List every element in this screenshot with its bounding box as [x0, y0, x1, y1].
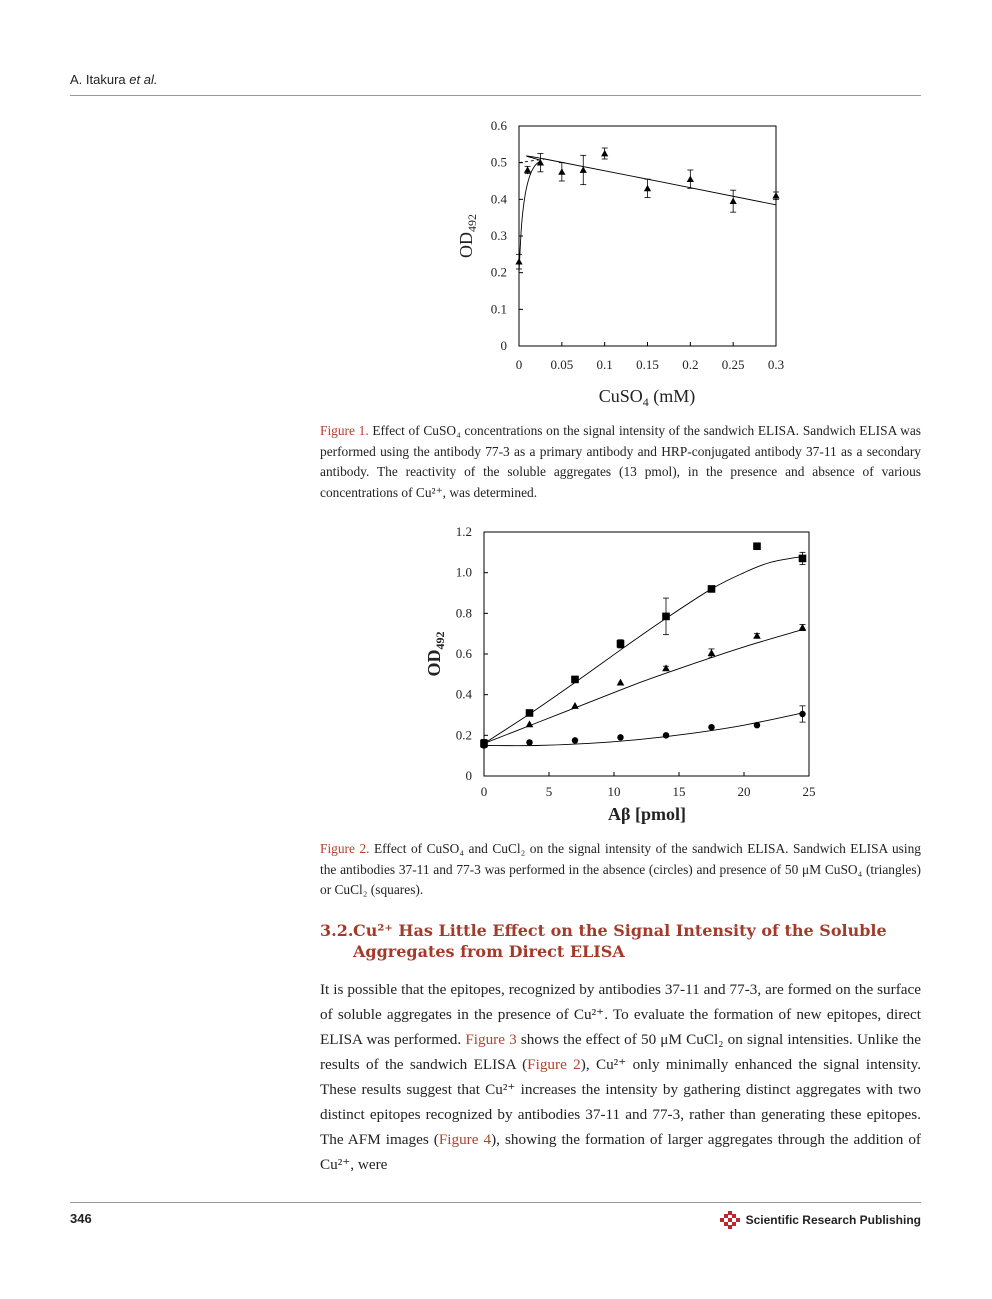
x-axis-label — [599, 386, 696, 409]
data-point-circle — [526, 739, 532, 745]
x-axis-label: Aβ [pmol] — [608, 804, 686, 824]
figure-2-chart — [420, 520, 840, 830]
x-tick-label: 10 — [607, 784, 621, 799]
data-point-circle — [663, 732, 669, 738]
running-head — [70, 72, 157, 87]
y-tick-label: 0.6 — [490, 118, 507, 133]
data-point-triangle — [601, 150, 608, 156]
y-axis-label-sub: 492 — [433, 631, 447, 650]
y-tick-label: 1.0 — [455, 564, 472, 580]
y-tick-label: 1.2 — [455, 524, 472, 539]
data-point-triangle — [617, 679, 625, 686]
y-tick-label: 0.8 — [455, 605, 472, 621]
x-tick-label: 0.15 — [636, 357, 659, 372]
data-point-triangle — [558, 168, 565, 174]
section-title-line2: Aggregates from Direct ELISA — [353, 942, 625, 961]
data-point-triangle — [772, 192, 779, 198]
x-axis-label-unit: (mM) — [648, 386, 696, 406]
figure-1-caption-text: Effect of CuSO₄ concentrations on the signal intensity of the sandwich ELISA. Sandwich ELISA was performed using the antibody 77-3 as a primary antibody and HRP-conjugated antibody 37-11 as a secondary antibody. The reactivity of the soluble aggregates (13 pmol), in the presence and absence of various concentrations of Cu²⁺, was determined. — [320, 423, 921, 500]
author-names: A. Itakura — [70, 72, 126, 87]
x-tick-label: 0.2 — [682, 357, 699, 372]
plot-frame — [484, 532, 809, 776]
section-number: 3.2. — [320, 921, 354, 940]
header-rule — [70, 95, 921, 96]
figure-1-label[interactable]: Figure 1. — [320, 423, 369, 438]
x-tick-label: 0 — [515, 357, 523, 372]
y-tick-label: 0.6 — [455, 646, 472, 661]
footer-rule — [70, 1202, 921, 1203]
fit-curve — [519, 156, 776, 273]
y-tick-label: 0.2 — [455, 727, 472, 743]
x-tick-label: 0.3 — [767, 357, 785, 372]
data-point-square — [526, 709, 534, 717]
data-point-triangle — [708, 649, 716, 656]
y-tick-label: 0.4 — [455, 686, 472, 702]
figure-1-chart — [440, 112, 800, 412]
x-tick-label: 15 — [672, 784, 686, 799]
data-point-square — [799, 555, 807, 563]
x-tick-label: 20 — [737, 784, 751, 799]
y-tick-label: 0.5 — [490, 154, 507, 170]
y-axis-label-main: OD — [424, 649, 444, 677]
x-axis-label-main: CuSO — [598, 386, 643, 406]
x-tick-label: 5 — [545, 784, 553, 799]
y-tick-label: 0.2 — [490, 264, 507, 280]
section-heading — [320, 920, 921, 962]
figure-4-link[interactable]: Figure 4 — [438, 1131, 492, 1148]
y-axis-label — [424, 632, 447, 677]
figure-2-link[interactable]: Figure 2 — [527, 1056, 581, 1073]
data-point-square — [662, 613, 670, 621]
y-tick-label: 0.3 — [490, 228, 507, 243]
figure-3-link[interactable]: Figure 3 — [465, 1031, 517, 1048]
data-point-circle — [572, 737, 578, 743]
page-number: 346 — [70, 1211, 92, 1226]
data-point-square — [708, 585, 716, 593]
figure-2-caption-text: Effect of CuSO₄ and CuCl₂ on the signal intensity of the sandwich ELISA. Sandwich ELISA using the antibodies 37-11 and 77-3 was performed in the absence (circles) and presence of 50 μM CuSO₄ (triangles) or CuCl₂ (squares). — [320, 841, 921, 897]
x-tick-label: 0.1 — [596, 357, 613, 372]
body-paragraph — [320, 977, 921, 1177]
data-point-triangle — [571, 702, 579, 709]
x-tick-label: 25 — [802, 784, 816, 799]
x-axis-label-sub: 4 — [642, 395, 649, 409]
body-text-4: ), showing the formation of larger aggregates through the addition of Cu²⁺, were — [320, 1131, 921, 1173]
data-point-square — [571, 676, 579, 684]
section-title-line1: Cu²⁺ Has Little Effect on the Signal Intensity of the Soluble — [353, 921, 887, 940]
x-tick-label: 0.05 — [550, 357, 574, 372]
y-tick-label: 0 — [500, 338, 507, 353]
y-tick-label: 0.4 — [490, 191, 507, 207]
data-point-square — [753, 542, 761, 550]
figure-1-caption — [320, 421, 921, 503]
data-point-circle — [754, 722, 760, 728]
data-point-circle — [799, 711, 805, 717]
data-point-triangle — [524, 166, 531, 172]
y-tick-label: 0 — [465, 768, 472, 783]
figure-2-label[interactable]: Figure 2. — [320, 841, 370, 856]
data-point-triangle — [644, 185, 651, 191]
data-point-triangle — [662, 664, 670, 671]
body-text-3: ), Cu²⁺ only minimally enhanced the signal intensity. These results suggest that Cu²⁺ increases the intensity by gathering distinct aggregates with two distinct epitopes recognized by antibodies 37-11 and 77-3, rather than generating these epitopes. The AFM images ( — [320, 1056, 922, 1148]
srp-logo-icon — [720, 1211, 740, 1229]
data-point-square — [480, 740, 488, 748]
publisher-footer[interactable] — [720, 1211, 921, 1229]
plot-frame — [519, 126, 776, 346]
x-tick-label: 0 — [480, 784, 488, 799]
y-tick-label: 0.1 — [490, 301, 507, 317]
data-point-circle — [708, 724, 714, 730]
data-point-triangle — [687, 176, 694, 182]
data-point-triangle — [526, 720, 534, 727]
et-al: et al. — [129, 72, 158, 87]
publisher-name: Scientific Research Publishing — [745, 1213, 921, 1227]
data-point-triangle — [753, 632, 761, 639]
body-text-2: shows the effect of 50 μM CuCl₂ on signal intensities. Unlike the results of the sandwich ELISA ( — [320, 1031, 921, 1073]
data-point-circle — [617, 734, 623, 740]
data-point-triangle — [515, 258, 522, 264]
x-tick-label: 0.25 — [721, 357, 745, 372]
figure-2-caption — [320, 839, 921, 901]
y-axis-label-main: OD — [456, 232, 476, 258]
y-axis-label — [456, 214, 479, 258]
y-axis-label-sub: 492 — [465, 214, 479, 232]
body-text-1: It is possible that the epitopes, recognized by antibodies 37-11 and 77-3, are formed on the surface of soluble aggregates in the presence of Cu²⁺. To evaluate the formation of new epitopes, direct ELISA was performed. — [320, 981, 921, 1048]
data-point-square — [617, 640, 625, 648]
data-point-triangle — [730, 198, 737, 204]
